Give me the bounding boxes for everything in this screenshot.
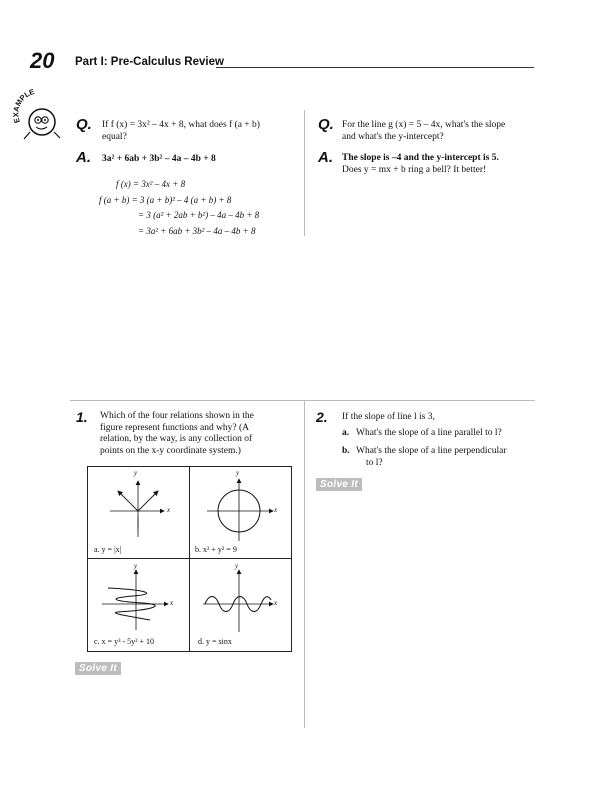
- graph-a-caption: a. y = |x|: [94, 545, 122, 554]
- problem1-solve-it-label: Solve It: [75, 662, 121, 675]
- problem1-text-line: points on the x-y coordinate system.): [100, 445, 241, 456]
- example-badge-label: EXAMPLE: [11, 87, 36, 125]
- graph-b-x-label: x: [274, 506, 278, 514]
- example2-question: [342, 120, 542, 143]
- problems-column-divider: [304, 400, 305, 728]
- graph-a-x-label: x: [167, 506, 171, 514]
- problems-top-rule: [70, 400, 535, 401]
- example1-a-label: A.: [76, 149, 91, 166]
- example1-step-1: f (x) = 3x² – 4x + 8: [116, 179, 186, 189]
- example1-step-3: = 3 (a² + 2ab + b²) – 4a – 4b + 8: [138, 210, 260, 220]
- problem1-text-line: figure represent functions and why? (A: [100, 422, 250, 433]
- graph-c-y-label: y: [134, 562, 138, 570]
- example1-step-4: = 3a² + 6ab + 3b² – 4a – 4b + 8: [138, 226, 256, 236]
- problem2-part-b-line2: to l?: [366, 457, 383, 468]
- example-badge-icon: [11, 87, 66, 142]
- example1-question-line1: If f (x) = 3x² – 4x + 8, what does f (a + b): [102, 120, 260, 130]
- graph-d-caption: d. y = sinx: [198, 637, 232, 646]
- problem1-text-line: Which of the four relations shown in the: [100, 411, 254, 421]
- example1-q-label: Q.: [76, 116, 92, 133]
- example2-answer: [342, 153, 552, 176]
- graph-c-caption: c. x = y³ - 5y² + 10: [94, 637, 155, 646]
- graph-b-y-label: y: [236, 469, 240, 477]
- problem2-part-b-line1: What's the slope of a line perpendicular: [356, 446, 507, 456]
- example1-question-line2: equal?: [102, 131, 127, 142]
- example2-answer-line2: Does y = mx + b ring a bell? It better!: [342, 164, 487, 175]
- problem1-text-line: relation, by the way, is any collection of: [100, 434, 253, 444]
- example2-answer-line1: The slope is –4 and the y-intercept is 5.: [342, 153, 499, 163]
- example2-a-label: A.: [318, 149, 333, 166]
- example2-question-line1: For the line g (x) = 5 – 4x, what's the slope: [342, 120, 506, 130]
- problem1-text: [100, 411, 295, 457]
- graph-c-x-label: x: [170, 599, 174, 607]
- problem2-number: 2.: [316, 409, 328, 425]
- example2-q-label: Q.: [318, 116, 334, 133]
- example1-answer: 3a² + 6ab + 3b² – 4a – 4b + 8: [102, 154, 216, 164]
- header-rule: [216, 67, 534, 68]
- problem2-solve-it-label: Solve It: [316, 478, 362, 491]
- relations-figure: [87, 466, 292, 652]
- problem2-part-b-text: [356, 446, 546, 469]
- part-title: Part I: Pre-Calculus Review: [75, 56, 224, 68]
- graph-b-caption: b. x² + y² = 9: [195, 545, 237, 554]
- example2-question-line2: and what's the y-intercept?: [342, 131, 444, 142]
- graph-d-y-label: y: [235, 562, 239, 570]
- problem2-intro: If the slope of line l is 3,: [342, 412, 435, 422]
- page-number: 20: [30, 48, 55, 73]
- graph-d-x-label: x: [274, 599, 278, 607]
- graph-a-y-label: y: [134, 469, 138, 477]
- problem2-part-a-label: a.: [342, 428, 350, 438]
- problem1-number: 1.: [76, 409, 88, 425]
- example1-question: [102, 120, 292, 143]
- example-column-divider: [304, 110, 305, 236]
- problem2-part-a-text: What's the slope of a line parallel to l?: [356, 428, 502, 438]
- example1-step-2: f (a + b) = 3 (a + b)² – 4 (a + b) + 8: [99, 195, 232, 205]
- problem2-part-b-label: b.: [342, 446, 350, 456]
